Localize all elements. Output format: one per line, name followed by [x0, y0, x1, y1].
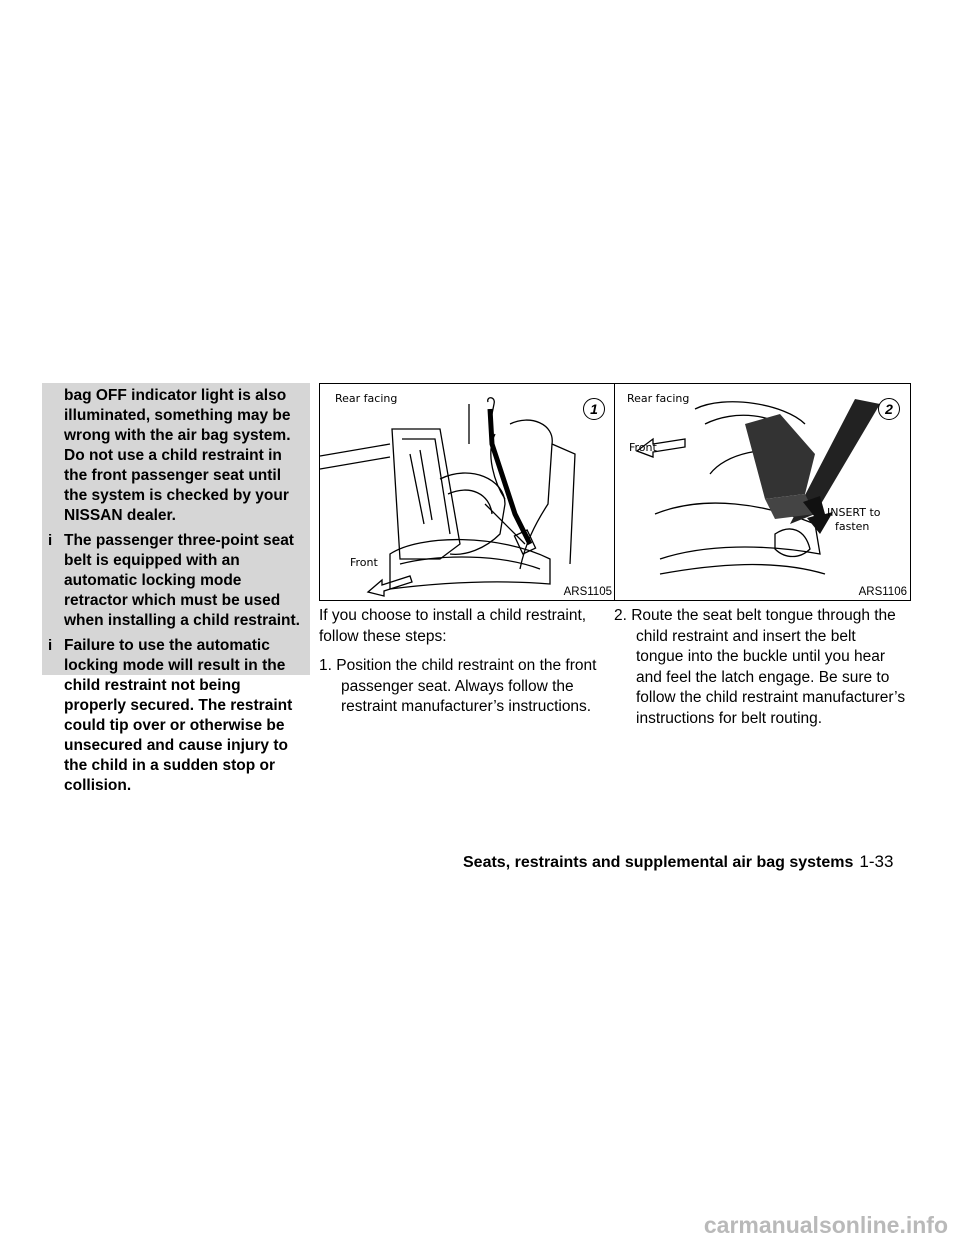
- warning-bullet: [48, 636, 302, 796]
- warning-bullet: [48, 531, 302, 631]
- step-2: 2. Route the seat belt tongue through the child restraint and insert the belt tongue into the buckle until you hear and feel the latch engage. Be sure to follow the child restraint manufacturer’s instructions for belt routing.: [614, 607, 906, 727]
- column-right-text: [614, 606, 906, 738]
- figure-insert-belt: [614, 383, 911, 601]
- warning-intro: bag OFF indicator light is also illuminated, something may be wrong with the air bag system. Do not use a child restraint in the front passenger seat until the system is checked by your NISSAN dealer.: [64, 387, 291, 524]
- page-footer: [463, 852, 895, 872]
- figure-label-front: Front: [350, 556, 378, 569]
- figure-rear-facing-seat: [319, 383, 616, 601]
- figure-label-insert: INSERT to: [827, 506, 881, 519]
- step-1: 1. Position the child restraint on the front passenger seat. Always follow the restraint manufacturer’s instructions.: [319, 657, 597, 715]
- figure-code: ARS1106: [858, 586, 907, 598]
- page-number: 1-33: [859, 852, 894, 871]
- figure-label-fasten: fasten: [835, 520, 870, 533]
- watermark: carmanualsonline.info: [703, 1212, 948, 1238]
- figure-number: 2: [878, 398, 900, 420]
- warning-bullet-text: Failure to use the automatic locking mode will result in the child restraint not being properly secured. The restraint could tip over or otherwise be unsecured and cause injury to the child in a sudden stop or collision.: [64, 637, 293, 794]
- section-title: Seats, restraints and supplemental air bag systems: [463, 854, 854, 871]
- figure-label-rear-facing: Rear facing: [627, 392, 690, 405]
- figure-label-front: Front: [629, 441, 657, 454]
- figure-label-rear-facing: Rear facing: [335, 392, 398, 405]
- bullet-mark: i: [48, 532, 53, 549]
- warning-bullet-text: The passenger three-point seat belt is equipped with an automatic locking mode retractor which must be used when installing a child restraint.: [64, 532, 300, 629]
- bullet-mark: i: [48, 637, 53, 654]
- figure-number: 1: [583, 398, 605, 420]
- belt-buckle-illustration: [615, 384, 911, 601]
- figure-code: ARS1105: [563, 586, 612, 598]
- column-middle-text: [319, 606, 601, 727]
- intro-paragraph: If you choose to install a child restraint, follow these steps:: [319, 607, 587, 645]
- warning-box: [42, 383, 310, 794]
